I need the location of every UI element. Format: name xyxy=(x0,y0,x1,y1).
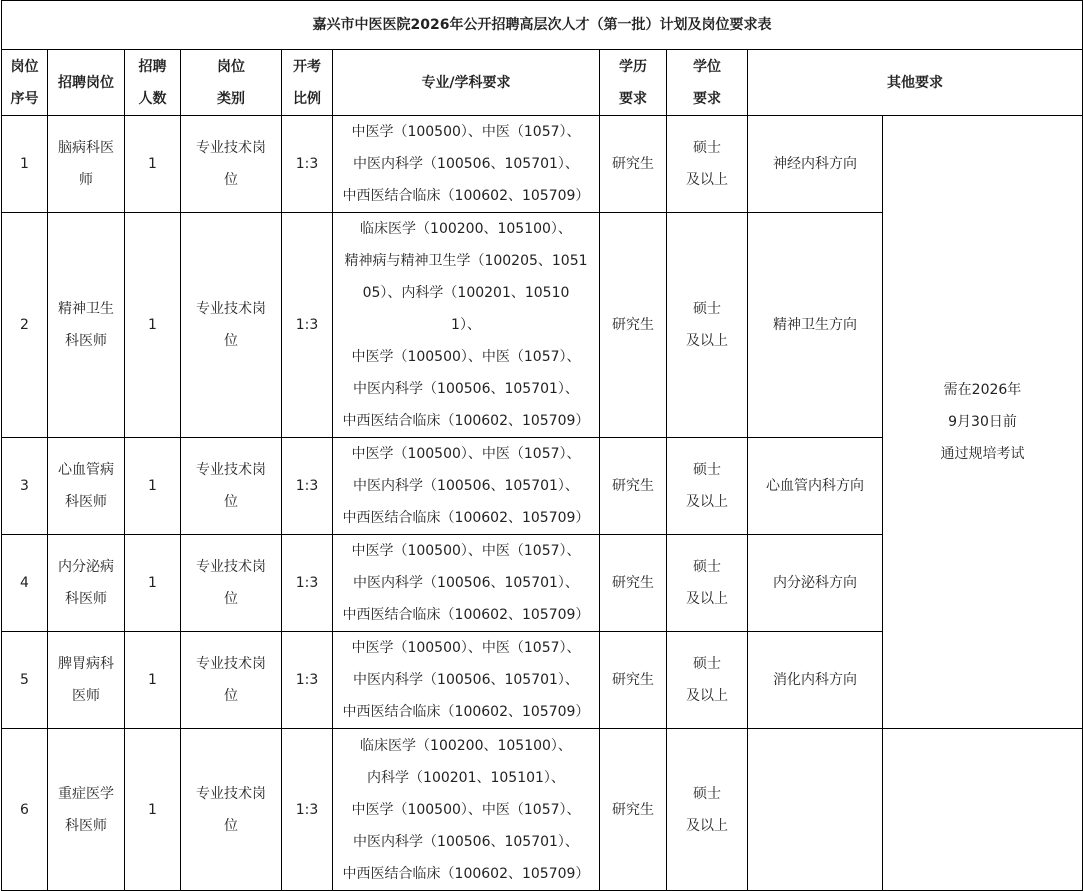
cell-count: 1 xyxy=(125,213,181,438)
cell-count: 1 xyxy=(125,729,181,891)
cell-degree: 硕士 及以上 xyxy=(667,116,748,213)
cell-category: 专业技术岗 位 xyxy=(181,116,282,213)
cell-requirement-empty xyxy=(883,729,1083,891)
cell-direction: 消化内科方向 xyxy=(748,632,883,729)
cell-seq: 3 xyxy=(2,438,48,535)
header-major: 专业/学科要求 xyxy=(333,50,600,116)
cell-edu: 研究生 xyxy=(600,213,667,438)
table-row xyxy=(2,729,1083,891)
cell-ratio: 1:3 xyxy=(282,535,333,632)
cell-seq: 5 xyxy=(2,632,48,729)
cell-category: 专业技术岗 位 xyxy=(181,535,282,632)
cell-category: 专业技术岗 位 xyxy=(181,632,282,729)
cell-major: 中医学（100500）、中医（1057）、 中医内科学（100506、105701）、 中西医结合临床（100602、105709） xyxy=(333,632,600,729)
cell-seq: 4 xyxy=(2,535,48,632)
cell-count: 1 xyxy=(125,116,181,213)
cell-edu: 研究生 xyxy=(600,729,667,891)
table-row xyxy=(2,116,1083,213)
cell-position: 内分泌病 科医师 xyxy=(48,535,125,632)
recruitment-table xyxy=(1,0,1083,891)
cell-degree: 硕士 及以上 xyxy=(667,729,748,891)
cell-ratio: 1:3 xyxy=(282,632,333,729)
cell-position: 精神卫生 科医师 xyxy=(48,213,125,438)
cell-degree: 硕士 及以上 xyxy=(667,535,748,632)
cell-ratio: 1:3 xyxy=(282,213,333,438)
cell-major: 中医学（100500）、中医（1057）、 中医内科学（100506、105701）、 中西医结合临床（100602、105709） xyxy=(333,116,600,213)
cell-category: 专业技术岗 位 xyxy=(181,438,282,535)
cell-edu: 研究生 xyxy=(600,535,667,632)
cell-ratio: 1:3 xyxy=(282,116,333,213)
table-title: 嘉兴市中医医院2026年公开招聘高层次人才（第一批）计划及岗位要求表 xyxy=(2,1,1083,50)
cell-direction: 精神卫生方向 xyxy=(748,213,883,438)
cell-ratio: 1:3 xyxy=(282,729,333,891)
cell-edu: 研究生 xyxy=(600,632,667,729)
cell-direction: 内分泌科方向 xyxy=(748,535,883,632)
header-count: 招聘 人数 xyxy=(125,50,181,116)
cell-ratio: 1:3 xyxy=(282,438,333,535)
cell-position: 重症医学 科医师 xyxy=(48,729,125,891)
header-degree: 学位 要求 xyxy=(667,50,748,116)
cell-degree: 硕士 及以上 xyxy=(667,632,748,729)
cell-edu: 研究生 xyxy=(600,438,667,535)
cell-seq: 1 xyxy=(2,116,48,213)
cell-major: 中医学（100500）、中医（1057）、 中医内科学（100506、105701）、 中西医结合临床（100602、105709） xyxy=(333,438,600,535)
header-seq: 岗位 序号 xyxy=(2,50,48,116)
header-other: 其他要求 xyxy=(748,50,1083,116)
cell-position: 心血管病 科医师 xyxy=(48,438,125,535)
header-position: 招聘岗位 xyxy=(48,50,125,116)
cell-position: 脾胃病科 医师 xyxy=(48,632,125,729)
cell-category: 专业技术岗 位 xyxy=(181,213,282,438)
cell-shared-requirement: 需在2026年 9月30日前 通过规培考试 xyxy=(883,116,1083,729)
cell-major: 临床医学（100200、105100）、 精神病与精神卫生学（100205、1051 05）、内科学（100201、10510 1）、 中医学（100500）、中医（1057）、 中医内科学（100506、105701）、 中西医结合临床（100602、105709） xyxy=(333,213,600,438)
cell-direction: 心血管内科方向 xyxy=(748,438,883,535)
cell-seq: 6 xyxy=(2,729,48,891)
cell-count: 1 xyxy=(125,438,181,535)
cell-major: 中医学（100500）、中医（1057）、 中医内科学（100506、105701）、 中西医结合临床（100602、105709） xyxy=(333,535,600,632)
cell-direction xyxy=(748,729,883,891)
cell-degree: 硕士 及以上 xyxy=(667,213,748,438)
cell-degree: 硕士 及以上 xyxy=(667,438,748,535)
header-category: 岗位 类别 xyxy=(181,50,282,116)
cell-category: 专业技术岗 位 xyxy=(181,729,282,891)
cell-edu: 研究生 xyxy=(600,116,667,213)
cell-count: 1 xyxy=(125,535,181,632)
header-edu: 学历 要求 xyxy=(600,50,667,116)
cell-major: 临床医学（100200、105100）、 内科学（100201、105101）、 中医学（100500）、中医（1057）、 中医内科学（100506、105701）、 中西医结合临床（100602、105709） xyxy=(333,729,600,891)
cell-seq: 2 xyxy=(2,213,48,438)
header-ratio: 开考 比例 xyxy=(282,50,333,116)
cell-count: 1 xyxy=(125,632,181,729)
cell-position: 脑病科医 师 xyxy=(48,116,125,213)
cell-direction: 神经内科方向 xyxy=(748,116,883,213)
